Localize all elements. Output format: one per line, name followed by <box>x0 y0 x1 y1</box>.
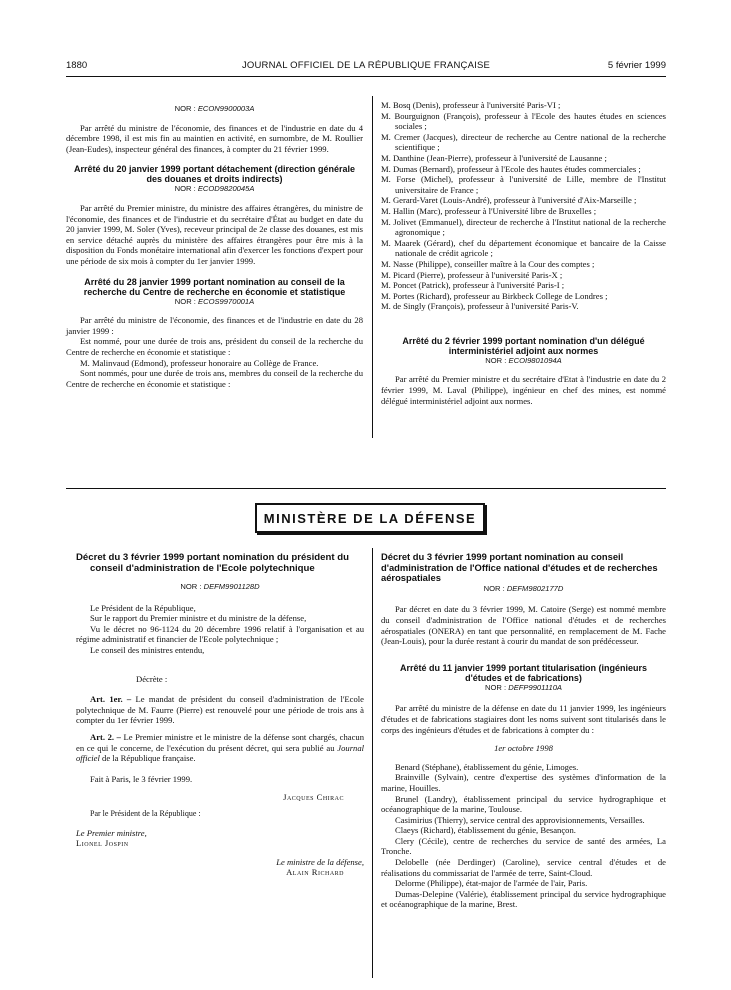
paragraph: Par arrêté du ministre de l'économie, des finances et de l'industrie en date du 4 décembre 1998, il est mis fin au maintien en activité, en surnombre, de M. Roullier (Jean-Eudes), inspecteur général des finances, à compter du 21 février 1999. <box>66 122 363 154</box>
nor-reference: NOR : ECOI9801094A <box>485 355 562 365</box>
list-item: M. Gerard-Varet (Louis-André), professeur à l'université d'Aix-Marseille ; <box>381 195 637 206</box>
list-item: Dumas-Delepine (Valérie), établissement principal du service hydrographique et océanographique de la marine, Brest. <box>381 888 666 910</box>
list-item: Casimirius (Thierry), service central des approvisionnements, Versailles. <box>395 814 645 825</box>
top-left-column <box>66 104 363 389</box>
list-item: M. Jolivet (Emmanuel), directeur de recherche à l'Institut national de la recherche agronomique ; <box>381 216 666 238</box>
list-item: Clery (Cécile), centre de recherches du service de santé des armées, La Tronche. <box>381 835 666 857</box>
header-rule <box>66 76 666 77</box>
page-number: 1880 <box>66 60 88 71</box>
nor-reference: NOR : DEFM9901128D <box>180 582 260 591</box>
list-item: M. de Singly (François), professeur à l'université Paris-V. <box>381 301 579 312</box>
list-item: M. Maarek (Gérard), chef du département économique et bancaire de la Caisse nationale de crédit agricole ; <box>381 237 666 259</box>
signature-title: Le ministre de la défense, <box>276 856 364 867</box>
list-item: Delobelle (née Derdinger) (Caroline), service central d'études et de réalisations du commissariat de l'armée de terre, Saint-Cloud. <box>381 857 666 878</box>
signature-name: Alain Richard <box>286 867 344 878</box>
paragraph: Par arrêté du Premier ministre et du secrétaire d'Etat à l'industrie en date du 2 février 1999, M. Laval (Philippe), ingénieur en chef des mines, est nommé délégué interministériel adjoint aux normes. <box>381 374 666 406</box>
signature-date: Fait à Paris, le 3 février 1999. <box>90 773 193 784</box>
section-rule <box>66 488 666 489</box>
column-divider <box>372 548 373 978</box>
list-item: M. Picard (Pierre), professeur à l'université Paris-X ; <box>381 269 563 280</box>
nor-reference: NOR : DEFM9802177D <box>483 583 564 593</box>
list-item: Claeys (Richard), établissement du génie, Besançon. <box>395 825 576 836</box>
signature-line: Par le Président de la République : <box>90 808 201 818</box>
nor-reference: NOR : ECON9900003A <box>174 104 255 113</box>
list-item: M. Forse (Michel), professeur à l'université de Lille, membre de l'Institut universitaire de France ; <box>381 174 666 195</box>
top-right-column <box>381 100 666 406</box>
paragraph: Est nommé, pour une durée de trois ans, président du conseil de la recherche du Centre de recherche en économie et statistique : <box>66 336 363 357</box>
bottom-left-column <box>76 552 364 878</box>
list-item: Benard (Stéphane), établissement du génie, Limoges. <box>395 761 579 772</box>
list-item: M. Portes (Richard), professeur au Birkbeck College de Londres ; <box>381 290 608 301</box>
nor-reference: NOR : ECOD9820045A <box>174 184 255 194</box>
article-1: Art. 1er. – Le mandat de président du conseil d'administration de l'Ecole polytechnique de M. Faurre (Pierre) est renouvelé pour une période de trois ans à compter du 1er février 1999. <box>76 694 364 726</box>
article-2: Art. 2. – Le Premier ministre et le ministre de la défense sont chargés, chacun en ce qui le concerne, de l'exécution du présent décret, qui sera publié au Journal officiel de la République française. <box>76 731 365 764</box>
nor-reference: NOR : ECOS9970001A <box>174 296 255 306</box>
section-title: Arrêté du 28 janvier 1999 portant nomination au conseil de la recherche du Centre de recherche en économie et statistique <box>83 276 346 297</box>
paragraph: Vu le décret no 96-1124 du 20 décembre 1996 relatif à l'organisation et au régime administratif et financier de l'Ecole polytechnique ; <box>76 623 364 645</box>
issue-date: 5 février 1999 <box>607 60 666 71</box>
list-item: M. Poncet (Patrick), professeur à l'université Paris-I ; <box>381 280 565 291</box>
date-heading: 1er octobre 1998 <box>494 743 553 754</box>
paragraph: Sur le rapport du Premier ministre et du ministre de la défense, <box>90 613 307 624</box>
list-item: Brainville (Sylvain), centre d'expertise des systèmes d'information de la marine, Houilles. <box>381 772 666 793</box>
section-title: Arrêté du 20 janvier 1999 portant détachement (direction générale des douanes et droits indirects) <box>73 164 356 185</box>
ministry-heading: MINISTÈRE DE LA DÉFENSE <box>255 503 485 533</box>
member-list <box>381 100 666 312</box>
decrete-heading: Décrète : <box>136 673 168 684</box>
column-divider <box>372 96 373 438</box>
section-title: Arrêté du 11 janvier 1999 portant titularisation (ingénieurs d'études et de fabrications) <box>399 662 648 683</box>
titularisation-list <box>381 762 666 910</box>
list-item: M. Cremer (Jacques), directeur de recherche au Centre national de la recherche scientifique ; <box>381 131 666 153</box>
section-title: Décret du 3 février 1999 portant nomination du président du conseil d'administration de l'Ecole polytechnique <box>76 552 349 574</box>
list-item: Delorme (Philippe), état-major de l'armée de l'air, Paris. <box>395 878 588 889</box>
list-item: M. Dumas (Bernard), professeur à l'Ecole des hautes études commerciales ; <box>381 163 641 174</box>
paragraph: Le Président de la République, <box>90 602 196 613</box>
list-item: M. Danthine (Jean-Pierre), professeur à l'université de Lausanne ; <box>381 152 607 163</box>
section-title: Décret du 3 février 1999 portant nomination au conseil d'administration de l'Office national d'études et de recherches aérospatiales <box>381 551 658 584</box>
list-item: M. Hallin (Marc), professeur à l'Université libre de Bruxelles ; <box>381 205 597 216</box>
signature-title: Le Premier ministre, <box>76 827 147 838</box>
bottom-right-column <box>381 552 666 910</box>
list-item: M. Bosq (Denis), professeur à l'université Paris-VI ; <box>381 100 561 110</box>
list-item: M. Nasse (Philippe), conseiller maître à la Cour des comptes ; <box>381 258 595 269</box>
paragraph: Par décret en date du 3 février 1999, M. Catoire (Serge) est nommé membre du conseil d'administration de l'Office national d'études et de recherches aérospatiales (ONERA) en tant que personnalité, en remplacement de M. Fache (Jean-Louis), pour la durée restant à courir du mandat de son prédécesseur. <box>381 604 666 647</box>
paragraph: M. Malinvaud (Edmond), professeur honoraire au Collège de France. <box>80 357 319 368</box>
section-title: Arrêté du 2 février 1999 portant nomination d'un délégué interministériel adjoint aux normes <box>402 335 645 356</box>
journal-title: JOURNAL OFFICIEL DE LA RÉPUBLIQUE FRANÇAISE <box>241 60 491 71</box>
paragraph: Le conseil des ministres entendu, <box>90 644 205 655</box>
page-header <box>66 60 666 74</box>
signature-president: Jacques Chirac <box>283 792 344 803</box>
list-item: Brunel (Landry), établissement principal du service hydrographique et océanographique de la marine, Toulouse. <box>381 793 666 815</box>
paragraph: Sont nommés, pour une durée de trois ans, membres du conseil de la recherche du Centre de recherche en économie et statistique : <box>66 368 363 389</box>
signature-name: Lionel Jospin <box>76 838 129 849</box>
nor-reference: NOR : DEFP9901110A <box>485 682 562 692</box>
list-item: M. Bourguignon (François), professeur à l'Ecole des hautes études en sciences sociales ; <box>381 110 666 132</box>
paragraph: Par arrêté du ministre de la défense en date du 11 janvier 1999, les ingénieurs d'études et de fabrications stagiaires dont les noms suivent sont titularisés dans le corps des ingénieurs d'études et de fabrications à compter du : <box>381 703 666 735</box>
paragraph: Par arrêté du Premier ministre, du ministre des affaires étrangères, du ministre de l'économie, des finances et de l'industrie et du secrétaire d'État au budget en date du 20 janvier 1999, M. Soler (Yves), receveur principal de 2e classe des douanes, est mis en service détaché auprès du ministère des affaires étrangères pour être mis à la disposition du Fonds monétaire international afin d'exercer les fonctions d'expert pour une période de six mois à compter du 1er janvier 1999. <box>66 202 363 266</box>
paragraph: Par arrêté du ministre de l'économie, des finances et de l'industrie en date du 28 janvier 1999 : <box>66 315 363 336</box>
